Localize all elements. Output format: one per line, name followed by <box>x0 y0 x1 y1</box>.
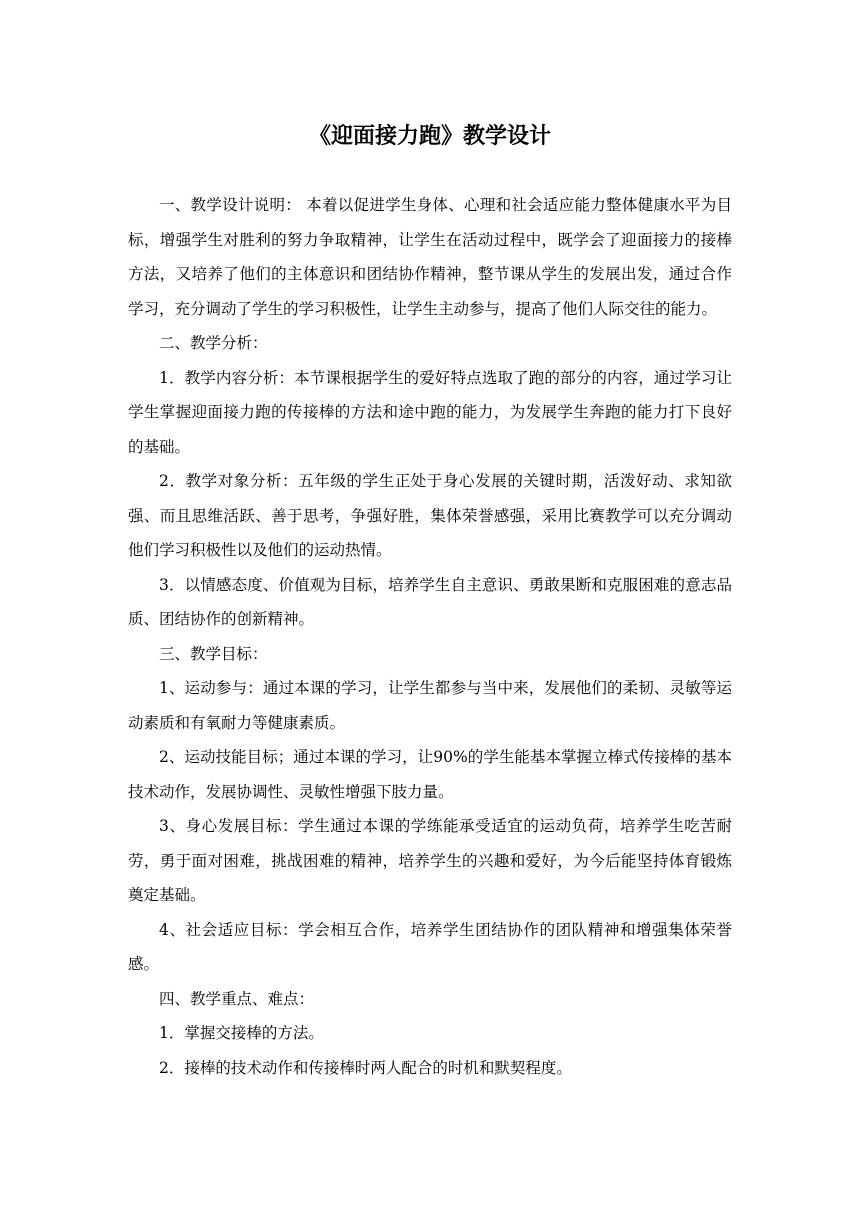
paragraph-emotional-goal: 3．以情感态度、价值观为目标，培养学生自主意识、勇敢果断和克服困难的意志品质、团结协作的创新精神。 <box>128 575 732 628</box>
paragraph-design-description: 一、教学设计说明： 本着以促进学生身体、心理和社会适应能力整体健康水平为目标，增强学生对胜利的努力争取精神，让学生在活动过程中，既学会了迎面接力的接棒方法，又培养了他们的主体意识和团结协作精神，整节课从学生的发展出发，通过合作学习，充分调动了学生的学习积极性，让学生主动参与，提高了他们人际交往的能力。 <box>128 196 732 318</box>
heading-teaching-objectives: 三、教学目标： <box>159 644 268 663</box>
document-body <box>128 188 732 1085</box>
paragraph-objective-social: 4、社会适应目标：学会相互合作，培养学生团结协作的团队精神和增强集体荣誉感。 <box>128 920 732 973</box>
heading-teaching-analysis: 二、教学分析： <box>159 334 268 352</box>
paragraph-content-analysis: 1．教学内容分析：本节课根据学生的爱好特点选取了跑的部分的内容，通过学习让学生掌握迎面接力跑的传接棒的方法和途中跑的能力，为发展学生奔跑的能力打下良好的基础。 <box>128 368 732 456</box>
paragraph-objective-skills: 2、运动技能目标；通过本课的学习，让90%的学生能基本掌握立棒式传接棒的基本技术动作，发展协调性、灵敏性增强下肢力量。 <box>128 748 732 801</box>
paragraph-objective-participation: 1、运动参与：通过本课的学习，让学生都参与当中来，发展他们的柔韧、灵敏等运动素质和有氧耐力等健康素质。 <box>128 679 732 732</box>
paragraph-objective-development: 3、身心发展目标：学生通过本课的学练能承受适宜的运动负荷，培养学生吃苦耐劳，勇于面对困难，挑战困难的精神，培养学生的兴趣和爱好，为今后能坚持体育锻炼奠定基础。 <box>128 817 732 904</box>
document-title: 《迎面接力跑》教学设计 <box>308 124 551 149</box>
paragraph-student-analysis: 2．教学对象分析：五年级的学生正处于身心发展的关键时期，活泼好动、求知欲强、而且思维活跃、善于思考，争强好胜，集体荣誉感强，采用比赛教学可以充分调动他们学习积极性以及他们的运动热情。 <box>128 472 732 559</box>
paragraph-key-point-2: 2．接棒的技术动作和传接棒时两人配合的时机和默契程度。 <box>159 1058 572 1077</box>
paragraph-key-point-1: 1．掌握交接棒的方法。 <box>159 1024 324 1042</box>
heading-key-points: 四、教学重点、难点： <box>159 989 315 1008</box>
